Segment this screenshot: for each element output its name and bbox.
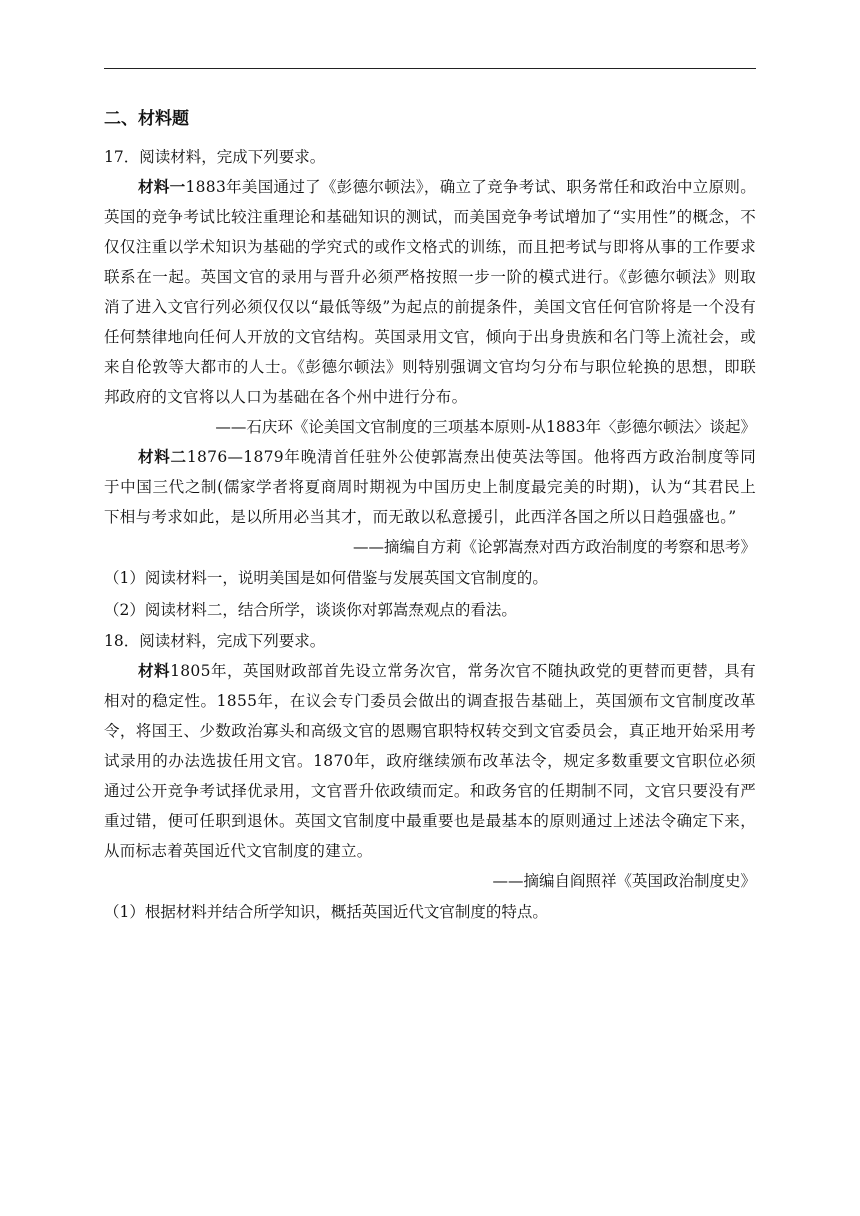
exam-content xyxy=(104,104,756,928)
material-2-source: ——摘编自方莉《论郭嵩焘对西方政治制度的考察和思考》 xyxy=(352,538,756,556)
material-1 xyxy=(104,172,756,412)
question-18 xyxy=(104,626,756,928)
question-17-sub-1: （1）阅读材料一，说明美国是如何借鉴与发展英国文官制度的。 xyxy=(104,569,548,587)
header-rule xyxy=(104,68,756,69)
material-2-label: 材料二 xyxy=(138,448,187,466)
material-2 xyxy=(104,442,756,532)
material-2-text: 1876—1879年晚清首任驻外公使郭嵩焘出使英法等国。他将西方政治制度等同于中国三代之制(儒家学者将夏商周时期视为中国历史上制度最完美的时期)，认为“其君民上下相与考求如此，是以所用必当其才，而无敢以私意援引，此西洋各国之所以日趋强盛也。” xyxy=(104,448,757,526)
question-18-stem: 18．阅读材料，完成下列要求。 xyxy=(104,632,326,650)
material-3-label: 材料 xyxy=(138,662,171,680)
material-1-label: 材料一 xyxy=(138,178,186,196)
material-1-text: 1883年美国通过了《彭德尔顿法》，确立了竞争考试、职务常任和政治中立原则。英国的竞争考试比较注重理论和基础知识的测试，而美国竞争考试增加了“实用性”的概念，不仅仅注重以学术知识为基础的学究式的或作文格式的训练，而且把考试与即将从事的工作要求联系在一起。英国文官的录用与晋升必须严格按照一步一阶的模式进行。《彭德尔顿法》则取消了进入文官行列必须仅仅以“最低等级”为起点的前提条件，美国文官任何官阶将是一个没有任何禁律地向任何人开放的文官结构。英国录用文官，倾向于出身贵族和名门等上流社会，或来自伦敦等大都市的人士。《彭德尔顿法》则特别强调文官均匀分布与职位轮换的思想，即联邦政府的文官将以人口为基础在各个州中进行分布。 xyxy=(104,178,756,406)
material-1-source: ——石庆环《论美国文官制度的三项基本原则-从1883年〈彭德尔顿法〉谈起》 xyxy=(215,418,756,436)
question-17 xyxy=(104,142,756,626)
material-3-text: 1805年，英国财政部首先设立常务次官，常务次官不随执政党的更替而更替，具有相对的稳定性。1855年，在议会专门委员会做出的调查报告基础上，英国颁布文官制度改革令，将国王、少数政治寡头和高级文官的恩赐官职特权转交到文官委员会，真正地开始采用考试录用的办法选拔任用文官。1870年，政府继续颁布改革法令，规定多数重要文官职位必须通过公开竞争考试择优录用，文官晋升依政绩而定。和政务官的任期制不同，文官只要没有严重过错，便可任职到退休。英国文官制度中最重要也是最基本的原则通过上述法令确定下来，从而标志着英国近代文官制度的建立。 xyxy=(104,662,756,860)
question-17-stem: 17．阅读材料，完成下列要求。 xyxy=(104,148,326,166)
material-3 xyxy=(104,656,756,866)
question-18-sub-1: （1）根据材料并结合所学知识，概括英国近代文官制度的特点。 xyxy=(104,903,548,921)
section-title: 二、材料题 xyxy=(104,109,189,129)
question-17-sub-2: （2）阅读材料二，结合所学，谈谈你对郭嵩焘观点的看法。 xyxy=(104,601,517,619)
material-3-source: ——摘编自阎照祥《英国政治制度史》 xyxy=(492,872,756,890)
